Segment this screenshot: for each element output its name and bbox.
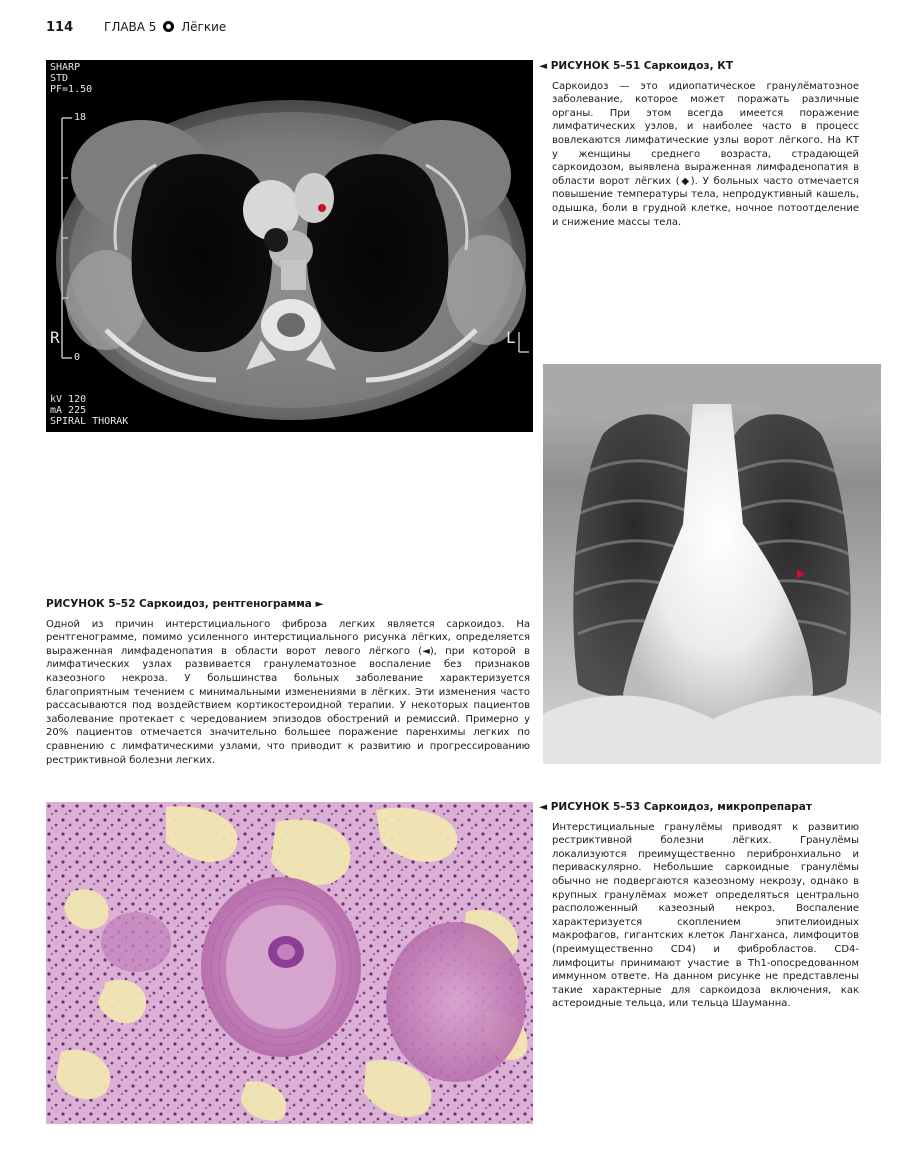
figure-5-53-title: ◄ РИСУНОК 5–53 Саркоидоз, микропрепарат (539, 801, 812, 813)
page-number: 114 (46, 20, 74, 35)
figure-5-52-title: РИСУНОК 5–52 Саркоидоз, рентгенограмма ► (46, 598, 324, 610)
chapter-label: ГЛАВА 5 (104, 20, 157, 34)
chapter-title: Лёгкие (181, 20, 227, 34)
micrograph-image (46, 802, 533, 1124)
ct-right-marker: R (50, 328, 60, 347)
xray-drawing (543, 364, 881, 764)
ct-acquisition-label: kV 120 mA 225 SPIRAL THORAK (50, 394, 129, 427)
ct-left-marker: L (506, 328, 516, 347)
chest-xray-image (543, 364, 881, 764)
figure-5-51-title: ◄ РИСУНОК 5–51 Саркоидоз, КТ (539, 60, 733, 72)
chapter-bullet-icon (163, 21, 174, 32)
figure-5-53-text: Интерстициальные гранулёмы приводят к развитию рестриктивной болезни лёгких. Гранулёмы локализуются преимущественно перибронхиально и периваскулярно. Небольшие саркоидные гранулёмы обычно не подвергаются казеозному некрозу, однако в крупных гранулёмах может определяться центрально расположенный казеозный некроз. Воспаление характеризуется скоплением эпителиоидных макрофагов, гигантских клеток Лангханса, лимфоцитов (преимущественно CD4) и фибробластов. CD4-лимфоциты принимают участие в Th1-опосредованном иммунном ответе. На данном рисунке не представлены такие характерные для саркоидоза включения, как астероидные тельца, или тельца Шауманна. (552, 821, 859, 1010)
figure-5-51-caption (539, 60, 859, 229)
micrograph-drawing (46, 802, 533, 1124)
ct-scale-top: 18 (74, 112, 87, 123)
running-header (104, 20, 226, 34)
figure-5-52-caption (46, 598, 530, 767)
ct-scale-bottom: 0 (74, 352, 81, 363)
figure-5-51-text: Саркоидоз — это идиопатическое гранулёматозное заболевание, которое может поражать различные органы. При этом всегда имеется поражение лимфатических узлов, и наиболее часто в процесс вовлекаются лимфатические узлы ворот лёгкого. На КТ у женщины среднего возраста, страдающей саркоидозом, выявлена выраженная лимфаденопатия в области ворот лёгких (◆). У больных часто отмечается повышение температуры тела, непродуктивный кашель, одышка, боли в грудной клетке, ночное потоотделение и снижение массы тела. (552, 80, 859, 228)
ct-scan-drawing (46, 60, 533, 432)
ct-scan-image (46, 60, 533, 432)
figure-5-53-caption (539, 801, 859, 1011)
figure-5-52-text: Одной из причин интерстициального фиброза легких является саркоидоз. На рентгенограмме, помимо усиленного интерстициального рисунка лёгких, определяется выраженная лимфаденопатия в области ворот левого лёгкого (◄), при которой в лимфатических узлах развивается гранулематозное воспаление без признаков казеозного некроза. У большинства больных заболевание характеризуется благоприятным течением с минимальными изменениями в лёгких. Эти изменения часто рассасываются под воздействием кортикостероидной терапии. У некоторых пациентов заболевание протекает с чередованием эпизодов обострений и ремиссий. Примерно у 20% пациентов отмечается значительно большее поражение паренхимы легких по сравнению с лимфатическими узлами, что приводит к развитию и прогрессированию рестриктивной болезни легких. (46, 618, 530, 766)
ct-settings-label: SHARP STD PF=1.50 (50, 62, 93, 95)
